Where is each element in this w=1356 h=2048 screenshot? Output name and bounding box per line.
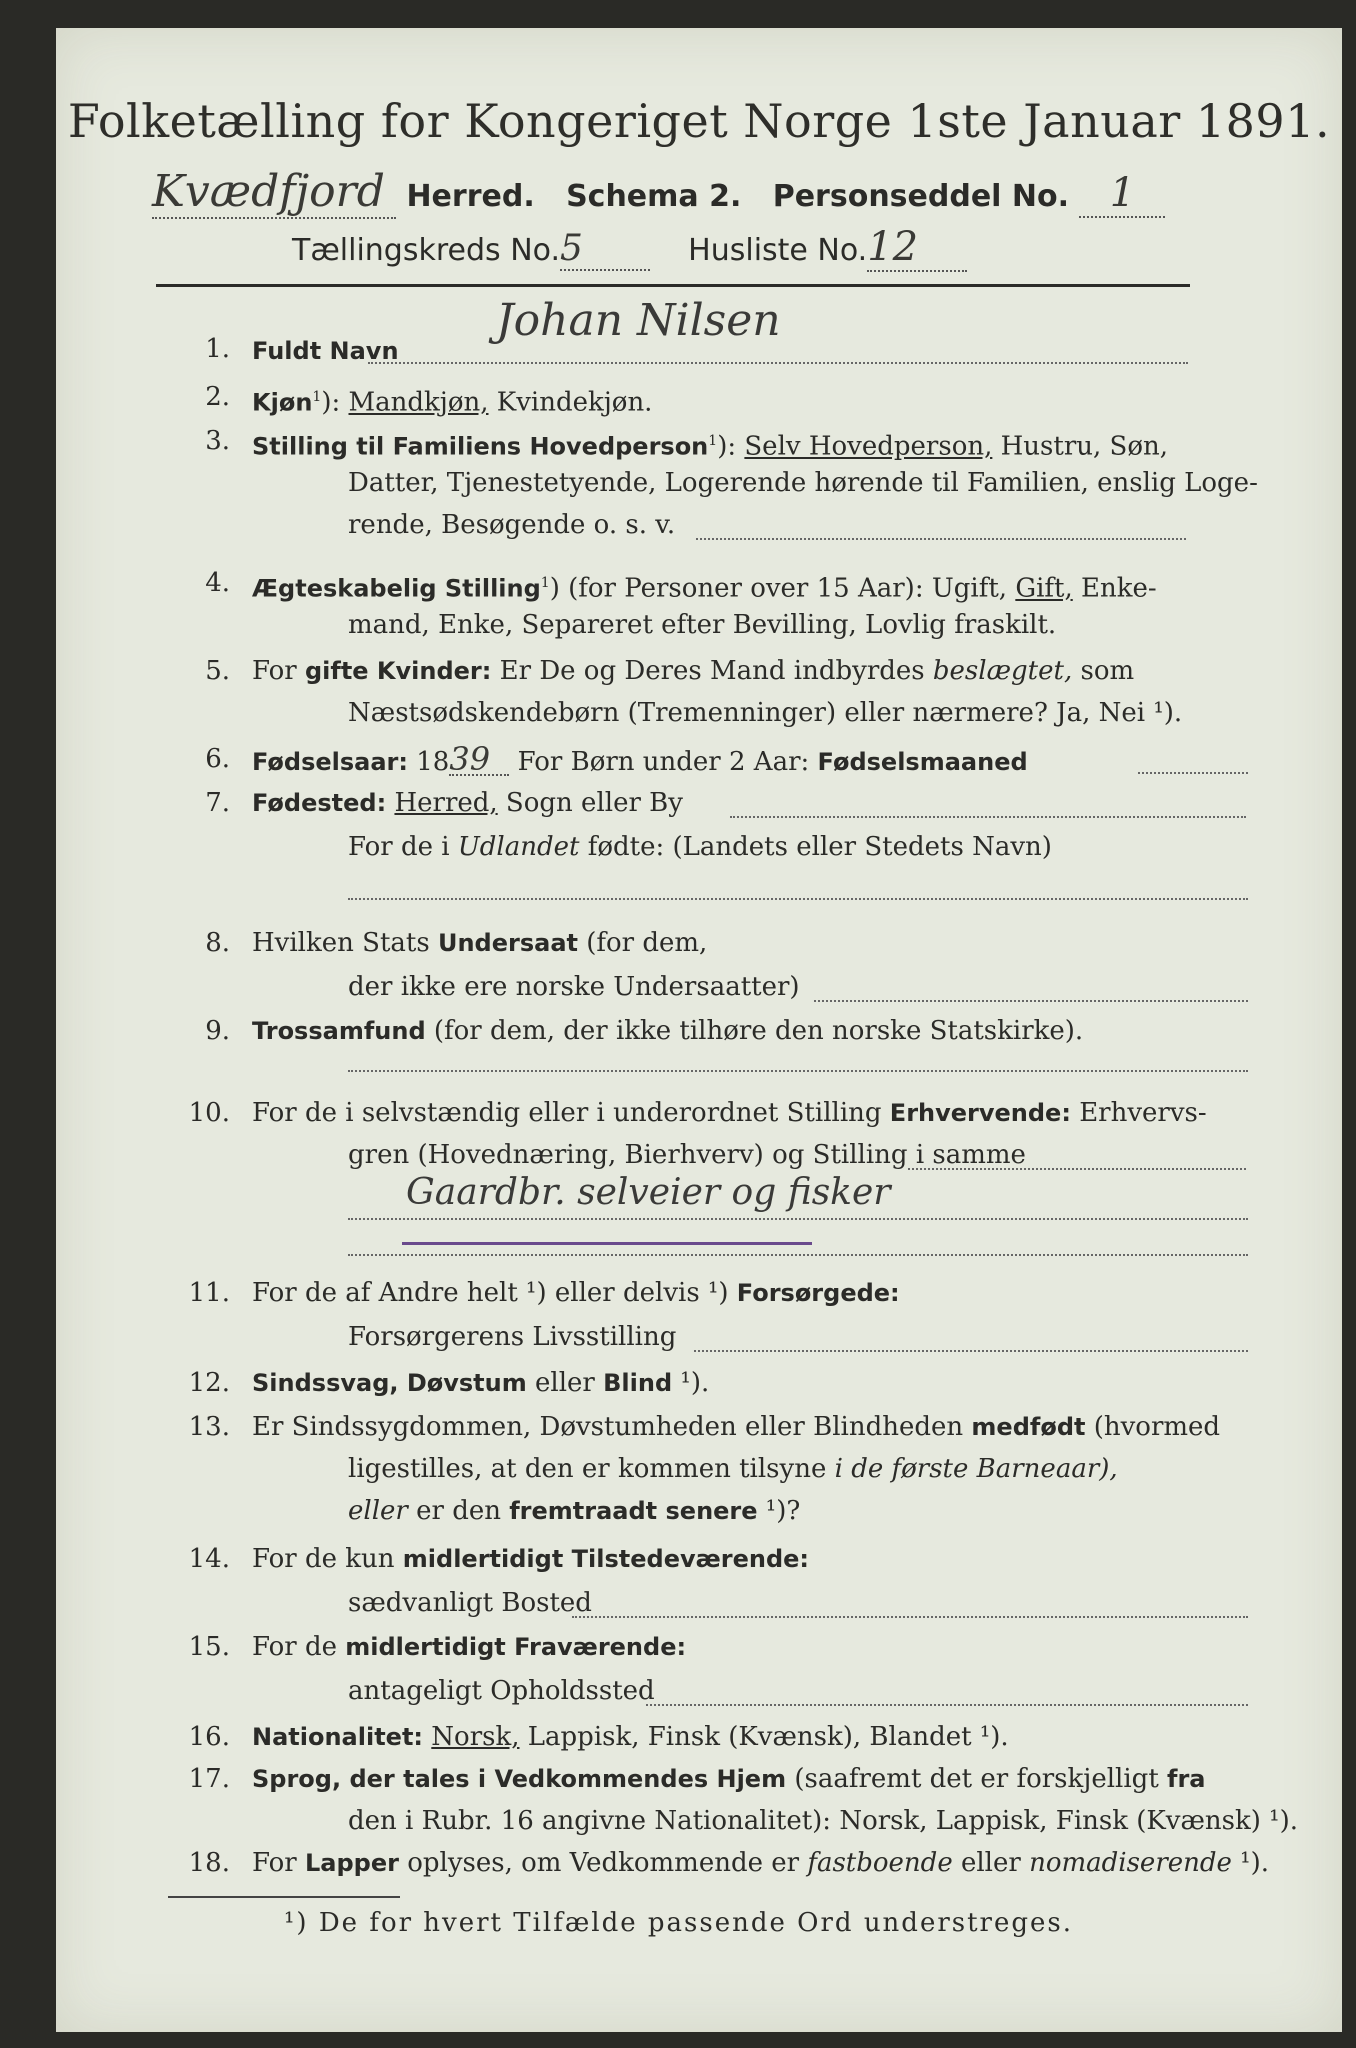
item-8-number: 8. bbox=[205, 928, 230, 958]
item-7-blank-line bbox=[348, 898, 1248, 900]
item-5-line2: Næstsødskendebørn (Tremenninger) eller nærmere? Ja, Nei ¹). bbox=[348, 698, 1183, 728]
husliste-field bbox=[867, 224, 967, 272]
birth-year-value: 39 bbox=[449, 744, 509, 776]
item-2-opt-male: Mandkjøn, bbox=[348, 387, 489, 418]
form-title: Folketælling for Kongeriget Norge 1ste Januar 1891. bbox=[67, 94, 1331, 148]
item-9-text: (for dem, der ikke tilhøre den norske Statskirke). bbox=[425, 1016, 1084, 1046]
item-11-line2: Forsørgerens Livsstilling bbox=[348, 1322, 677, 1352]
item-18-italic1: fastboende bbox=[807, 1848, 953, 1878]
kreds-line bbox=[292, 224, 967, 272]
item-16-rest: Lappisk, Finsk (Kvænsk), Blandet ¹). bbox=[519, 1722, 1009, 1752]
item-3-opt-head: Selv Hovedperson, bbox=[744, 431, 993, 462]
item-6-text: For Børn under 2 Aar: bbox=[509, 747, 818, 777]
item-4-label: Ægteskabelig Stilling bbox=[252, 574, 541, 603]
item-15-text-a: For de bbox=[252, 1632, 346, 1662]
item-14-number: 14. bbox=[188, 1544, 230, 1574]
item-11-number: 11. bbox=[188, 1278, 230, 1308]
item-10-text-b: Erhvervs- bbox=[1070, 1098, 1207, 1128]
item-11-line bbox=[694, 1350, 1248, 1352]
item-10-blank-line bbox=[348, 1254, 1248, 1256]
full-name-value: Johan Nilsen bbox=[496, 295, 781, 346]
census-form-sheet bbox=[56, 28, 1342, 2032]
item-8-line2: der ikke ere norske Undersaatter) bbox=[348, 972, 800, 1002]
item-6-line bbox=[1138, 772, 1248, 774]
item-1-line bbox=[368, 362, 1188, 364]
item-6-prefix: 18 bbox=[408, 747, 450, 777]
item-18-text-a: For bbox=[252, 1848, 305, 1878]
schema-label: Schema 2. bbox=[566, 179, 742, 214]
item-12-number: 12. bbox=[188, 1368, 230, 1398]
item-5-label: gifte Kvinder: bbox=[304, 657, 492, 685]
item-3-number: 3. bbox=[205, 426, 230, 456]
item-11-label: Forsørgede: bbox=[736, 1279, 900, 1307]
item-10-number: 10. bbox=[188, 1098, 230, 1128]
item-4-sep: ) (for Personer over 15 Aar): Ugift, bbox=[549, 573, 1016, 604]
footnote: ¹) De for hvert Tilfælde passende Ord understreges. bbox=[284, 1908, 1074, 1938]
item-13-label: medfødt bbox=[971, 1413, 1086, 1441]
item-9-blank-line bbox=[348, 1070, 1248, 1072]
item-6-number: 6. bbox=[205, 744, 230, 774]
item-13-line3-bold: fremtraadt senere bbox=[509, 1497, 758, 1525]
item-3-label: Stilling til Familiens Hovedperson bbox=[252, 432, 709, 461]
item-3-rest: Hustru, Søn, bbox=[992, 431, 1169, 462]
item-5-prefix: For bbox=[252, 656, 305, 686]
item-14-label: midlertidigt Tilstedeværende: bbox=[402, 1545, 810, 1573]
item-13-text-b: (hvormed bbox=[1085, 1412, 1221, 1442]
item-7-line2-italic: Udlandet bbox=[457, 832, 580, 862]
item-3-sep: ): bbox=[717, 431, 745, 462]
item-15-line bbox=[646, 1704, 1248, 1706]
item-18-text-c: eller bbox=[952, 1848, 1030, 1878]
item-11-text-a: For de af Andre helt ¹) eller delvis ¹) bbox=[252, 1278, 737, 1308]
item-18-text-d: ¹). bbox=[1231, 1848, 1270, 1878]
item-7-rest: Sogn eller By bbox=[497, 788, 683, 818]
item-12-label: Sindssvag, Døvstum bbox=[252, 1369, 527, 1397]
item-8-text-a: Hvilken Stats bbox=[252, 928, 438, 958]
item-9-label: Trossamfund bbox=[252, 1017, 426, 1045]
item-5-text: Er De og Deres Mand indbyrdes bbox=[491, 656, 933, 686]
item-4-number: 4. bbox=[205, 568, 230, 598]
item-10-label: Erhvervende: bbox=[889, 1099, 1071, 1127]
item-3-line bbox=[696, 538, 1186, 540]
item-5-italic: beslægtet, bbox=[932, 656, 1073, 686]
item-18-number: 18. bbox=[188, 1848, 230, 1878]
item-6-label: Fødselsaar: bbox=[252, 748, 408, 776]
item-2-label: Kjøn bbox=[252, 388, 313, 417]
item-8-label: Undersaat bbox=[437, 929, 578, 957]
item-13-line3-italic: eller bbox=[348, 1496, 408, 1526]
item-15-label: midlertidigt Fraværende: bbox=[345, 1633, 687, 1661]
item-10-line bbox=[908, 1168, 1246, 1170]
item-5-number: 5. bbox=[205, 656, 230, 686]
item-17-line2: den i Rubr. 16 angivne Nationalitet): Norsk, Lappisk, Finsk (Kvænsk) ¹). bbox=[348, 1806, 1299, 1836]
item-12-label2: Blind bbox=[603, 1369, 673, 1397]
herred-label: Herred. bbox=[406, 179, 535, 214]
item-3-sup: 1 bbox=[708, 433, 718, 449]
personseddel-field bbox=[1079, 170, 1165, 218]
item-12-text-b: ¹). bbox=[672, 1368, 710, 1398]
item-18-text-b: oplyses, om Vedkommende er bbox=[398, 1848, 808, 1878]
item-10-answer-row bbox=[156, 1172, 1246, 1234]
item-7-number: 7. bbox=[205, 788, 230, 818]
item-7-line2a: For de i bbox=[348, 832, 458, 862]
item-2-sep: ): bbox=[321, 387, 349, 418]
kreds-value: 5 bbox=[560, 228, 583, 269]
header-rule bbox=[156, 284, 1190, 287]
item-3-line3: rende, Besøgende o. s. v. bbox=[348, 510, 676, 540]
item-1-number: 1. bbox=[205, 334, 230, 364]
item-5-rest: som bbox=[1072, 656, 1135, 686]
item-9-number: 9. bbox=[205, 1016, 230, 1046]
item-10-answer-line bbox=[348, 1218, 1248, 1220]
item-16-opt-norsk: Norsk, bbox=[431, 1722, 520, 1752]
item-2-sup: 1 bbox=[312, 389, 322, 405]
item-10-line2: gren (Hovednæring, Bierhverv) og Stilling i samme bbox=[348, 1140, 1026, 1170]
item-13-line2a: ligestilles, at den er kommen tilsyne bbox=[348, 1454, 835, 1484]
item-13-number: 13. bbox=[188, 1412, 230, 1442]
item-10-text-a: For de i selvstændig eller i underordnet Stilling bbox=[252, 1098, 890, 1128]
husliste-label: Husliste No. bbox=[688, 233, 868, 268]
item-15-line2: antageligt Opholdssted bbox=[348, 1676, 655, 1706]
item-13-line3a: er den bbox=[407, 1496, 510, 1526]
municipality-value: Kvædfjord bbox=[152, 166, 385, 217]
item-1-label: Fuldt Navn bbox=[252, 337, 399, 365]
item-14-line2: sædvanligt Bosted bbox=[348, 1588, 592, 1618]
occupation-value: Gaardbr. selveier og fisker bbox=[406, 1172, 891, 1213]
item-6-label2: Fødselsmaaned bbox=[817, 748, 1028, 776]
item-14-line bbox=[572, 1616, 1248, 1618]
item-16-label: Nationalitet: bbox=[252, 1723, 424, 1751]
item-4-opt-married: Gift, bbox=[1015, 573, 1073, 604]
item-7-line bbox=[730, 816, 1246, 818]
municipality-field bbox=[152, 166, 396, 219]
item-13-line2-italic: i de første Barneaar), bbox=[834, 1454, 1118, 1484]
item-18-italic2: nomadiserende bbox=[1029, 1848, 1232, 1878]
personseddel-value: 1 bbox=[1109, 170, 1136, 216]
item-17-label: Sprog, der tales i Vedkommendes Hjem bbox=[252, 1765, 787, 1793]
kreds-label: Tællingskreds No. bbox=[292, 233, 560, 268]
personseddel-label: Personseddel No. bbox=[772, 179, 1070, 214]
item-4-line2: mand, Enke, Separeret efter Bevilling, Lovlig fraskilt. bbox=[348, 610, 1057, 640]
item-17-label2: fra bbox=[1167, 1765, 1206, 1793]
husliste-value: 12 bbox=[867, 224, 919, 270]
item-7-label: Fødested: bbox=[252, 789, 387, 817]
item-8-text-b: (for dem, bbox=[577, 928, 708, 958]
item-17-number: 17. bbox=[188, 1764, 230, 1794]
item-4-rest: Enke- bbox=[1072, 573, 1157, 604]
item-8-line bbox=[814, 1000, 1248, 1002]
item-12-text-a: eller bbox=[526, 1368, 604, 1398]
footnote-rule bbox=[168, 1896, 400, 1898]
item-18-label: Lapper bbox=[304, 1849, 399, 1877]
item-15-number: 15. bbox=[188, 1632, 230, 1662]
item-7-opt-herred: Herred, bbox=[394, 788, 498, 818]
item-14-text-a: For de kun bbox=[252, 1544, 403, 1574]
item-16-number: 16. bbox=[188, 1722, 230, 1752]
item-2-opt-female: Kvindekjøn. bbox=[488, 387, 653, 418]
item-7-line2b: fødte: (Landets eller Stedets Navn) bbox=[579, 832, 1052, 862]
item-3-line2: Datter, Tjenestetyende, Logerende hørende til Familien, enslig Loge- bbox=[348, 468, 1258, 498]
occupation-purple-underline bbox=[402, 1242, 812, 1245]
municipality-line bbox=[152, 166, 1165, 219]
item-4-sup: 1 bbox=[540, 575, 550, 591]
item-13-line3c: ¹)? bbox=[757, 1496, 801, 1526]
item-2-number: 2. bbox=[205, 382, 230, 412]
item-17-rest: (saafremt det er forskjelligt bbox=[786, 1764, 1168, 1794]
item-13-text-a: Er Sindssygdommen, Døvstumheden eller Blindheden bbox=[252, 1412, 972, 1442]
kreds-field bbox=[560, 228, 650, 271]
